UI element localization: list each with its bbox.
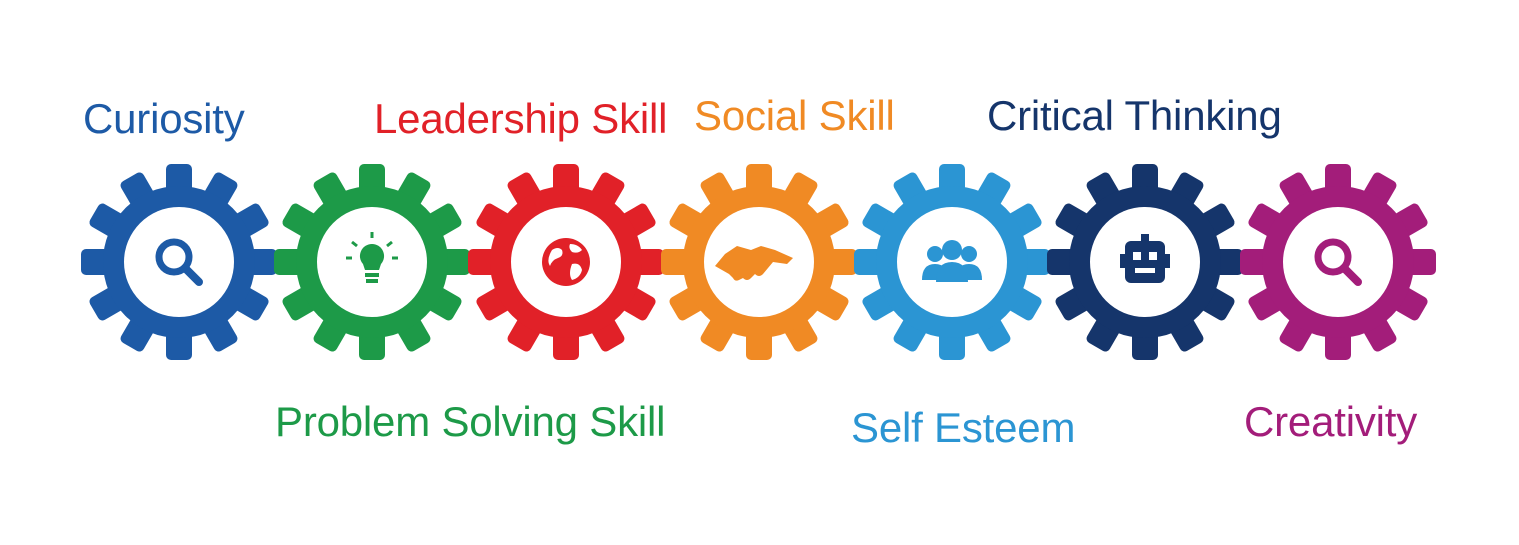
label-self-esteem: Self Esteem xyxy=(851,404,1076,451)
label-curiosity: Curiosity xyxy=(83,95,245,142)
gear-creativity xyxy=(1240,164,1436,360)
gear-self-esteem xyxy=(854,164,1050,360)
label-problem-solving-skill: Problem Solving Skill xyxy=(275,398,666,445)
gear-problem-solving xyxy=(274,164,470,360)
label-creativity: Creativity xyxy=(1244,398,1418,445)
gear-curiosity xyxy=(81,164,277,360)
gear-critical-thinking xyxy=(1047,164,1243,360)
gear-leadership xyxy=(468,164,664,360)
label-critical-thinking: Critical Thinking xyxy=(987,92,1282,139)
label-social-skill: Social Skill xyxy=(694,92,895,139)
globe-icon xyxy=(542,238,590,286)
label-leadership-skill: Leadership Skill xyxy=(374,95,668,142)
gear-social xyxy=(661,164,857,360)
